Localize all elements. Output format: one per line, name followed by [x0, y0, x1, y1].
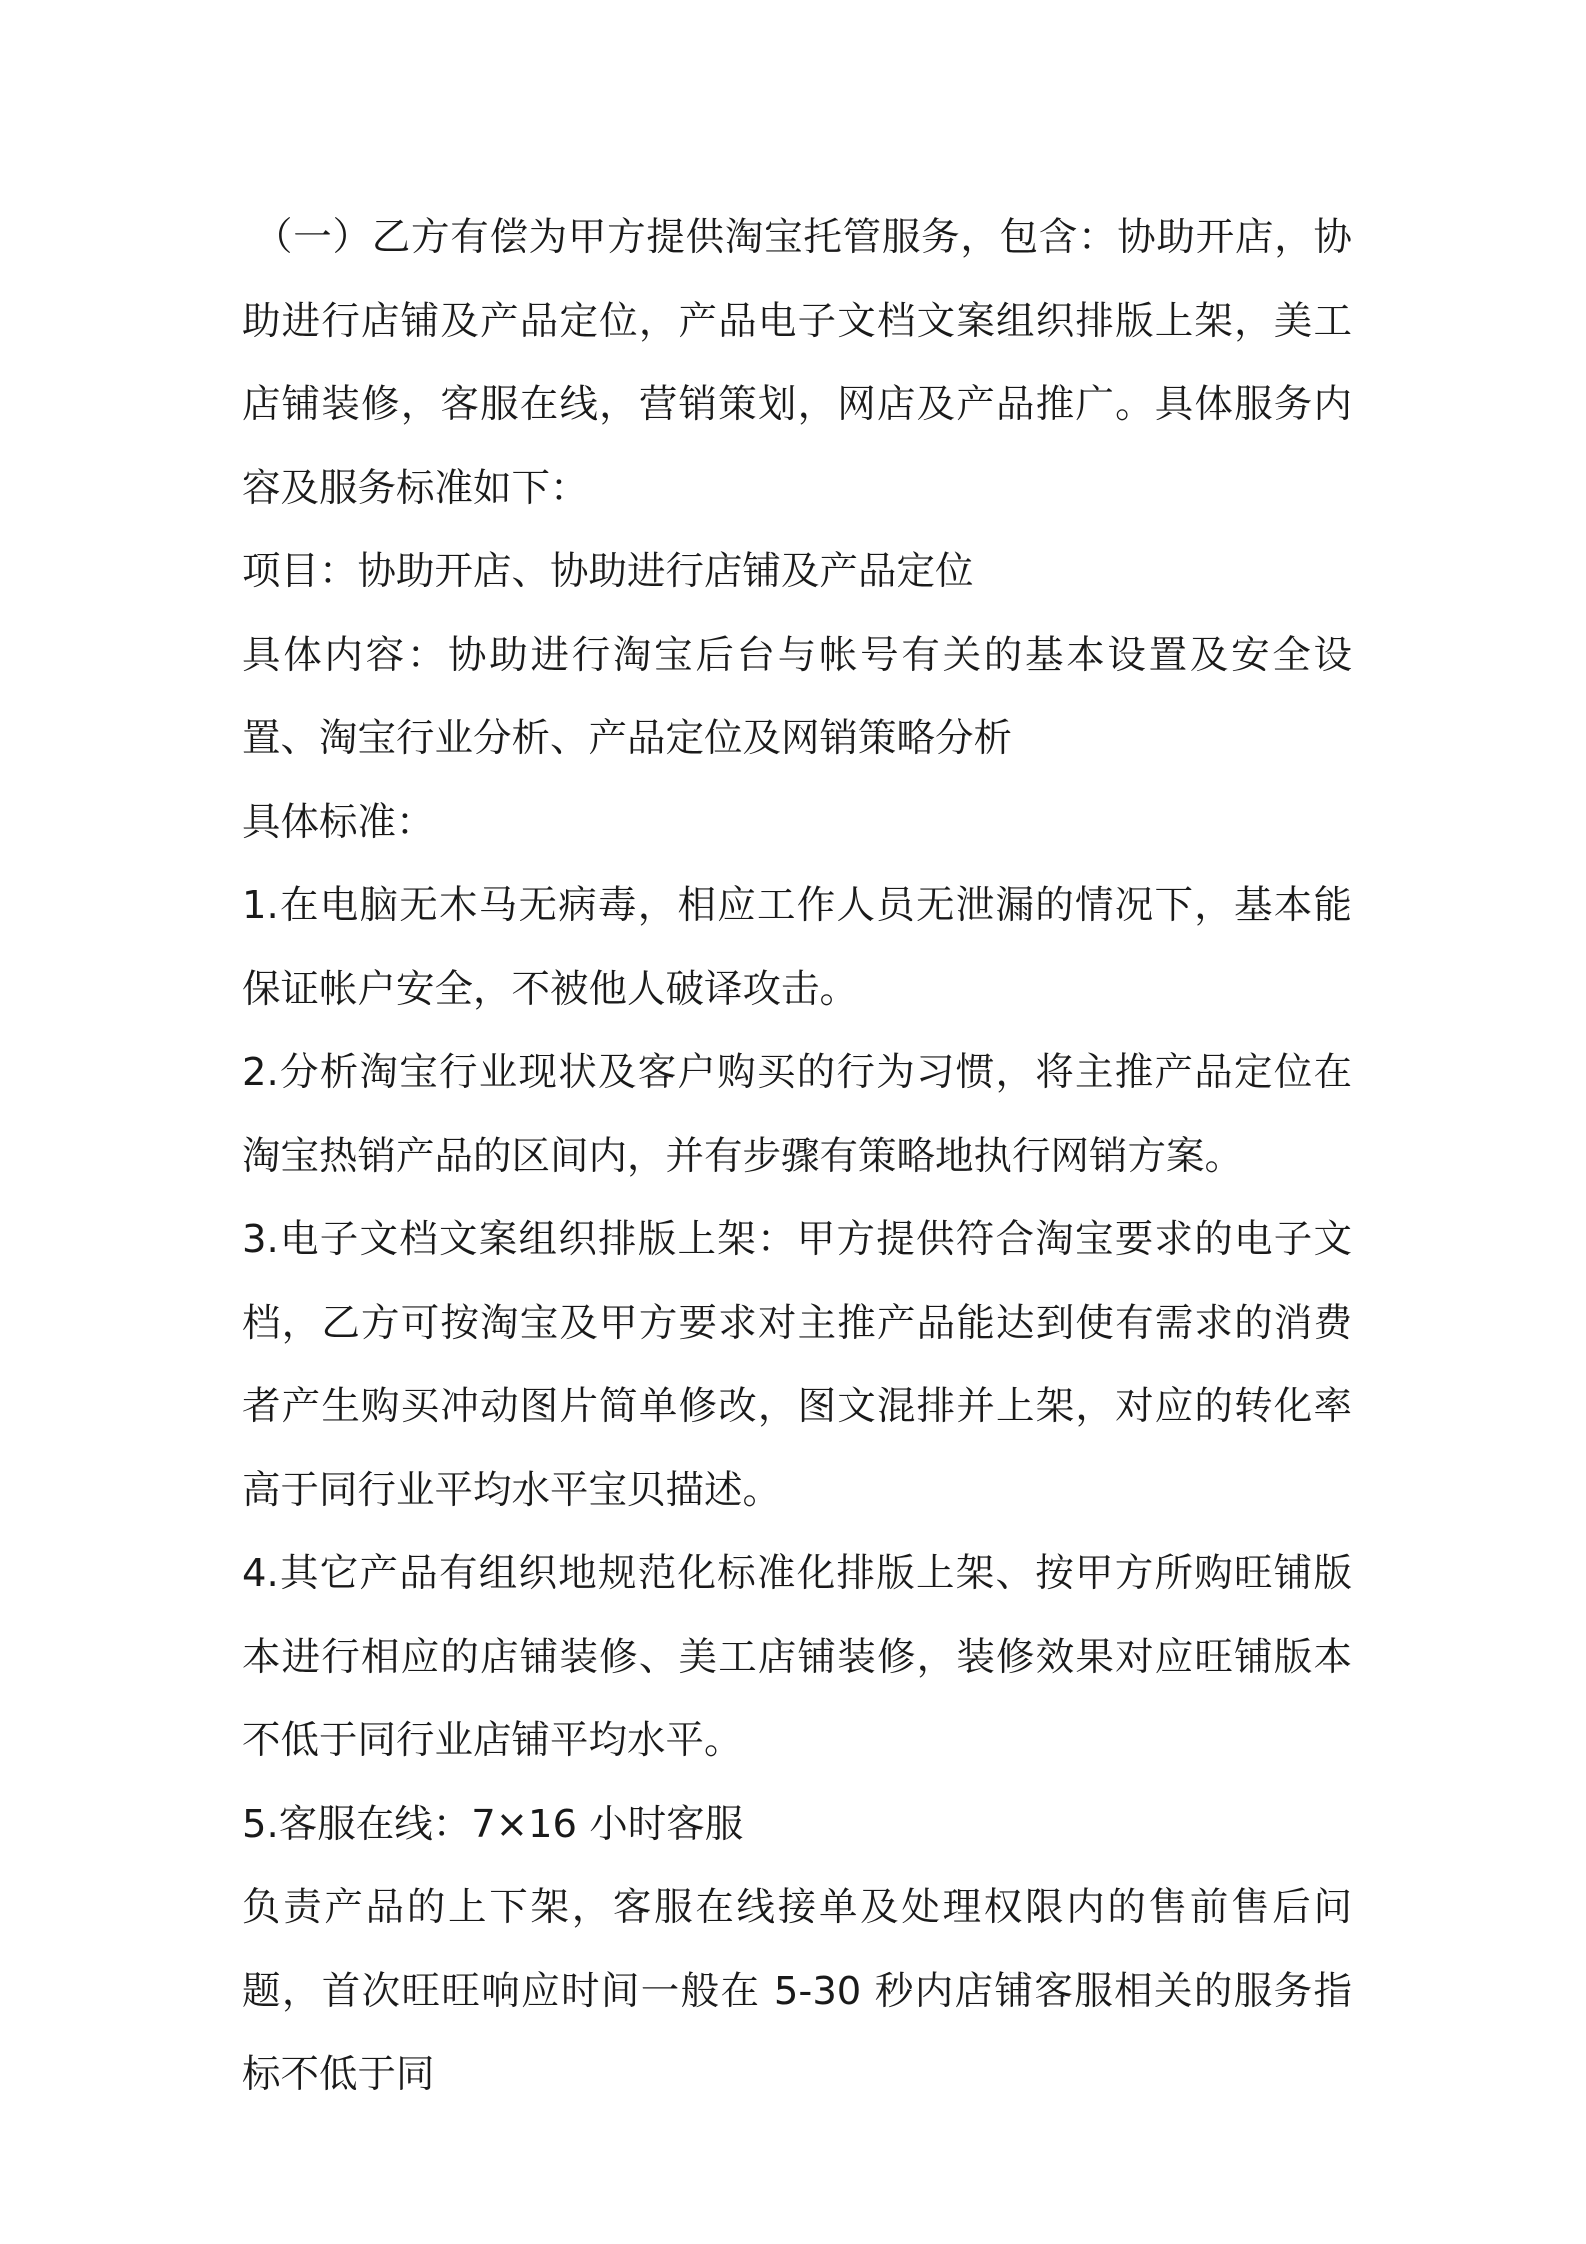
paragraph-customer-service: 负责产品的上下架，客服在线接单及处理权限内的售前售后问题，首次旺旺响应时间一般在 5-30 秒内店铺客服相关的服务指标不低于同: [242, 1885, 1352, 2097]
paragraph-item-5: 5.客服在线：7×16 小时客服: [242, 1801, 744, 1847]
paragraph-item-1: 1.在电脑无木马无病毒，相应工作人员无泄漏的情况下，基本能保证帐户安全，不被他人破译攻击。: [242, 883, 1352, 1012]
paragraph-item-4: 4.其它产品有组织地规范化标准化排版上架、按甲方所购旺铺版本进行相应的店铺装修、美工店铺装修，装修效果对应旺铺版本不低于同行业店铺平均水平。: [242, 1551, 1352, 1763]
paragraph-intro: （一）乙方有偿为甲方提供淘宝托管服务，包含：协助开店，协助进行店铺及产品定位，产品电子文档文案组织排版上架，美工店铺装修，客服在线，营销策划，网店及产品推广。具体服务内容及服务标准如下：: [242, 215, 1352, 511]
paragraph-content: 具体内容：协助进行淘宝后台与帐号有关的基本设置及安全设置、淘宝行业分析、产品定位及网销策略分析: [242, 632, 1352, 761]
paragraph-item-2: 2.分析淘宝行业现状及客户购买的行为习惯，将主推产品定位在淘宝热销产品的区间内，并有步骤有策略地执行网销方案。: [242, 1050, 1352, 1179]
paragraph-project: 项目：协助开店、协助进行店铺及产品定位: [242, 549, 974, 594]
document-body: [242, 196, 1352, 2117]
paragraph-standard-heading: 具体标准：: [242, 799, 435, 845]
paragraph-item-3: 3.电子文档文案组织排版上架：甲方提供符合淘宝要求的电子文档，乙方可按淘宝及甲方要求对主推产品能达到使有需求的消费者产生购买冲动图片简单修改，图文混排并上架，对应的转化率高于同行业平均水平宝贝描述。: [242, 1217, 1352, 1513]
